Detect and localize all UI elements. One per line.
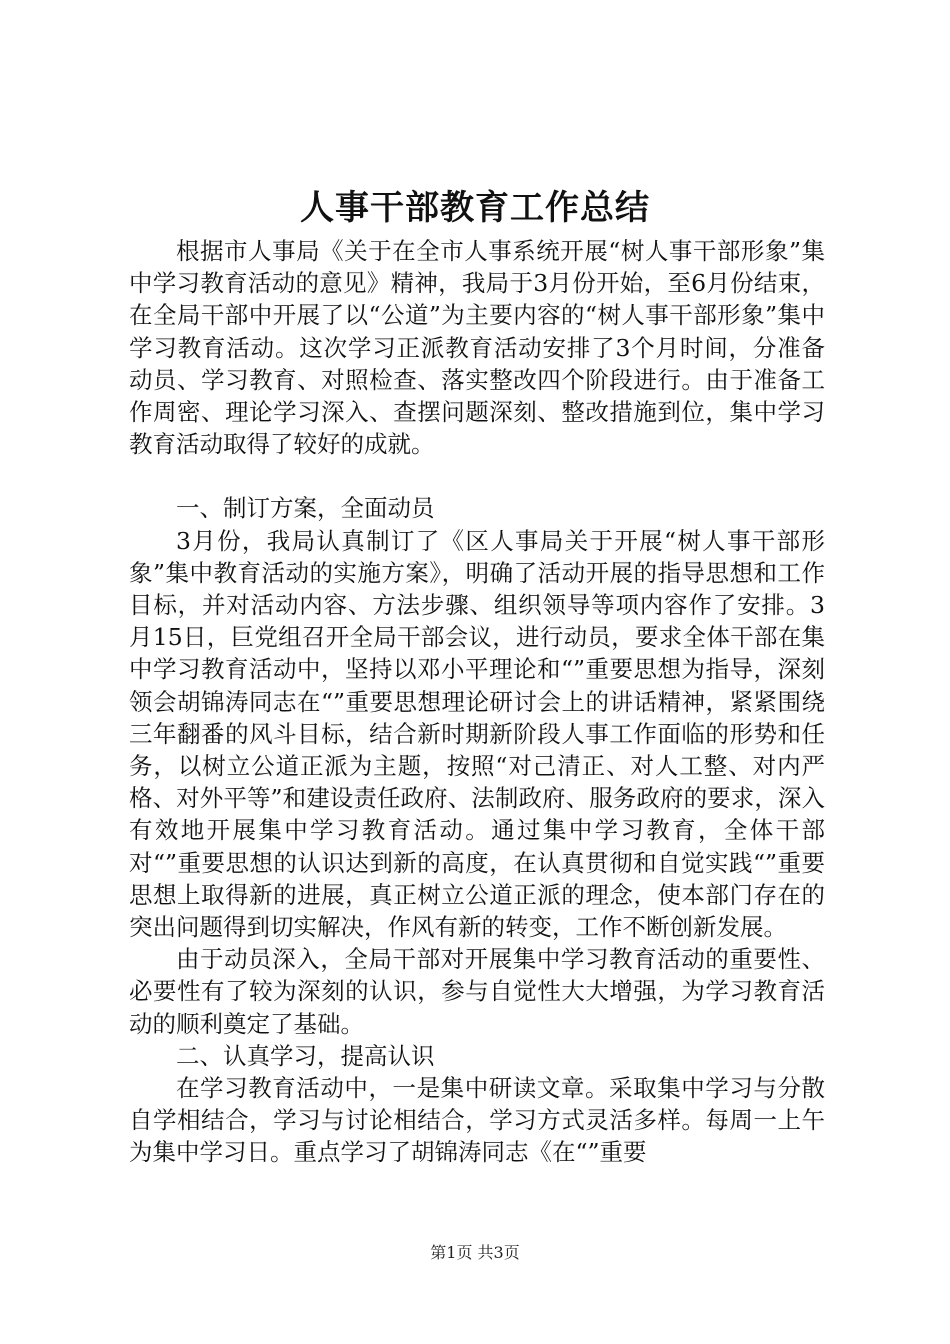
- section-1-paragraph-2: 由于动员深入，全局干部对开展集中学习教育活动的重要性、必要性有了较为深刻的认识，参与自觉性大大增强，为学习教育活动的顺利奠定了基础。: [129, 945, 825, 1038]
- document-title: 人事干部教育工作总结: [300, 188, 650, 228]
- section-heading-1: 一、制订方案，全面动员: [176, 494, 435, 523]
- section-1-paragraph-1: 3月份，我局认真制订了《区人事局关于开展“树人事干部形象”集中教育活动的实施方案》，明确了活动开展的指导思想和工作目标，并对活动内容、方法步骤、组织领导等项内容作了安排。3月15日，巨党组召开全局干部会议，进行动员，要求全体干部在集中学习教育活动中，坚持以邓小平理论和“”重要思想为指导，深刻领会胡锦涛同志在“”重要思想理论研讨会上的讲话精神，紧紧围绕三年翻番的风斗目标，结合新时期新阶段人事工作面临的形势和任务，以树立公道正派为主题，按照“对己清正、对人工整、对内严格、对外平等”和建设责任政府、法制政府、服务政府的要求，深入有效地开展集中学习教育活动。通过集中学习教育，全体干部对“”重要思想的认识达到新的高度，在认真贯彻和自觉实践“”重要思想上取得新的进展，真正树立公道正派的理念，使本部门存在的突出问题得到切实解决，作风有新的转变，工作不断创新发展。: [129, 526, 825, 942]
- section-2-paragraph-1: 在学习教育活动中，一是集中研读文章。采取集中学习与分散自学相结合，学习与讨论相结合，学习方式灵活多样。每周一上午为集中学习日。重点学习了胡锦涛同志《在“”重要: [129, 1074, 825, 1167]
- page-footer: 第1页 共3页: [430, 1243, 520, 1262]
- section-heading-2: 二、认真学习，提高认识: [176, 1041, 435, 1070]
- document-body: [129, 235, 825, 1169]
- intro-paragraph: 根据市人事局《关于在全市人事系统开展“树人事干部形象”集中学习教育活动的意见》精神，我局于3月份开始，至6月份结束，在全局干部中开展了以“公道”为主要内容的“树人事干部形象”集中学习教育活动。这次学习正派教育活动安排了3个月时间，分准备动员、学习教育、对照检查、落实整改四个阶段进行。由于准备工作周密、理论学习深入、查摆问题深刻、整改措施到位，集中学习教育活动取得了较好的成就。: [129, 237, 825, 459]
